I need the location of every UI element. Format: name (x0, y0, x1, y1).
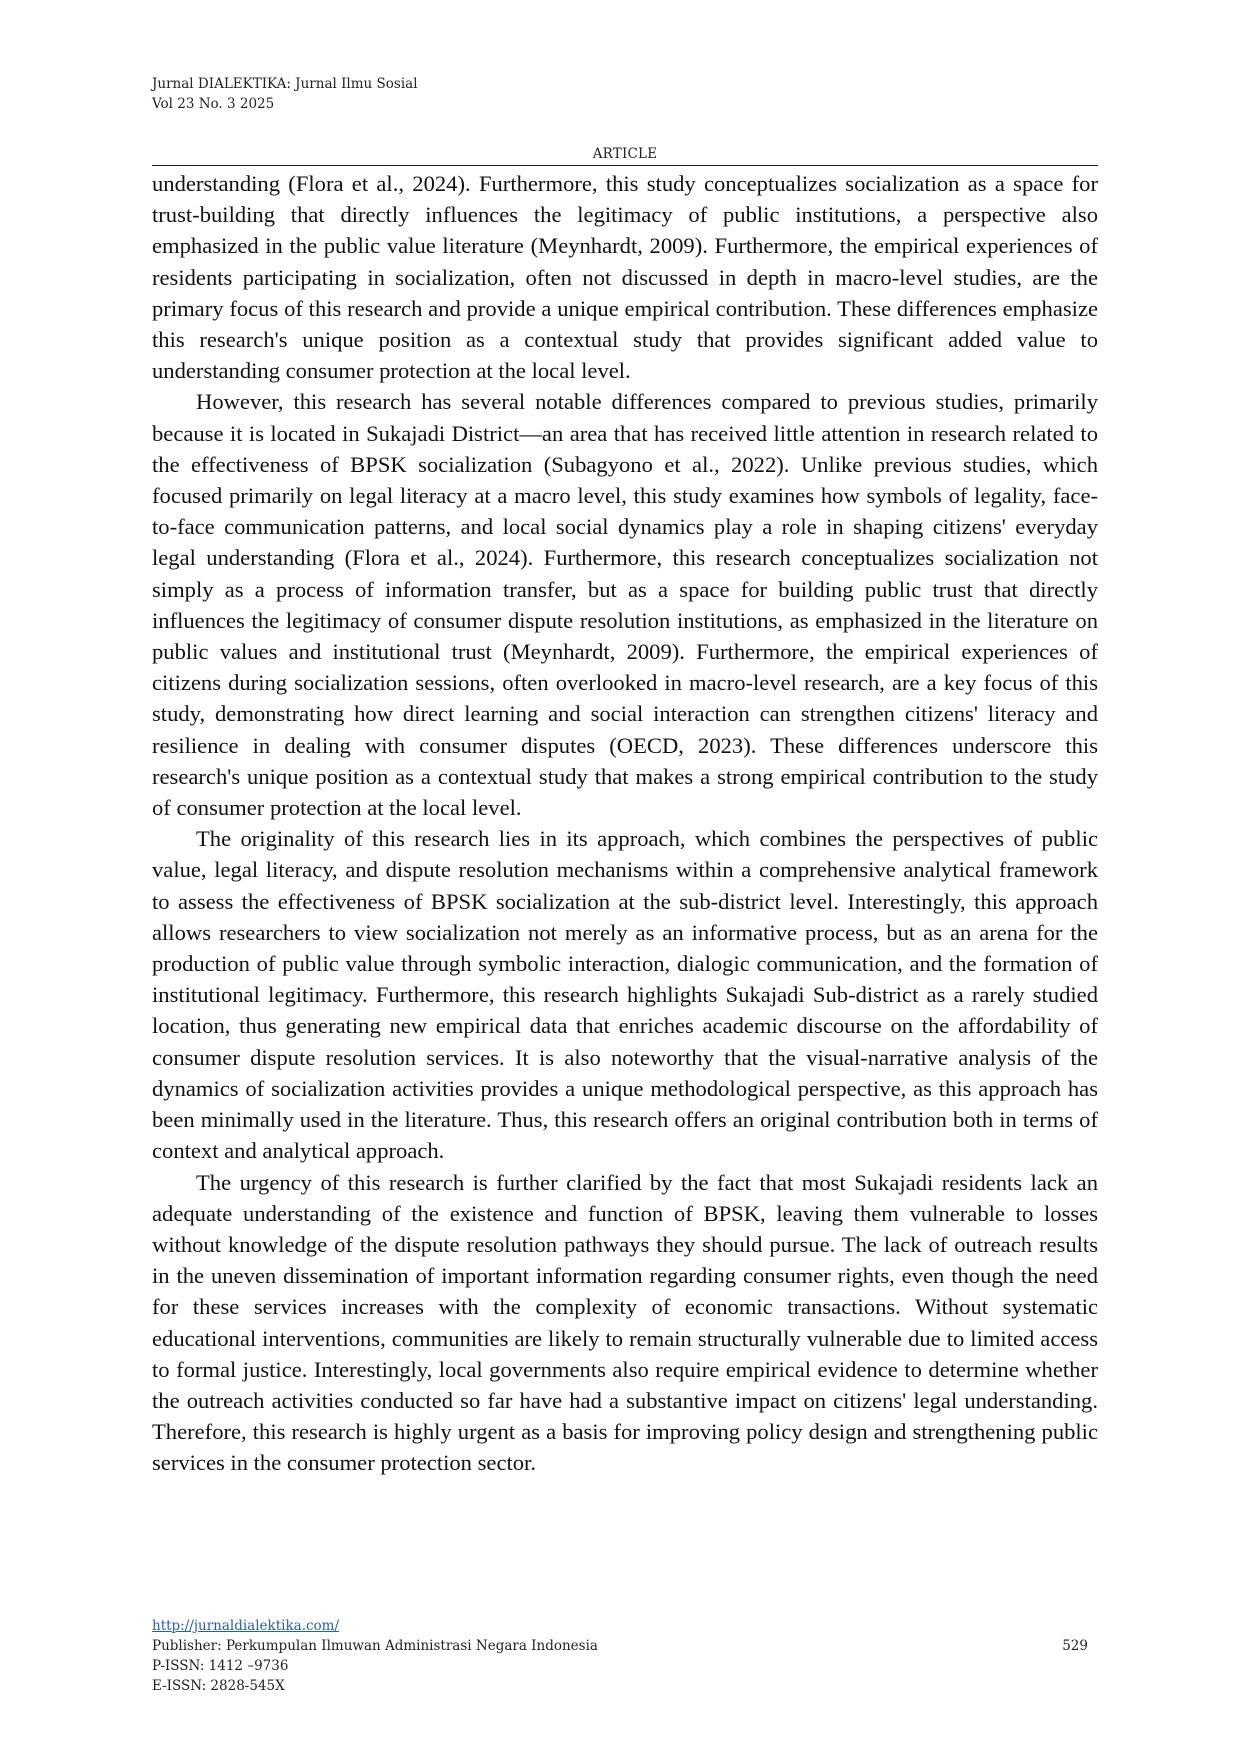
page-footer (152, 1616, 1098, 1696)
journal-name: Jurnal DIALEKTIKA: Jurnal Ilmu Sosial (152, 76, 418, 92)
header-divider (152, 165, 1098, 166)
journal-url-link[interactable]: http://jurnaldialektika.com/ (152, 1618, 340, 1634)
paragraph-originality: The originality of this research lies in its approach, which combines the perspectives of public value, legal literacy, and dispute resolution mechanisms within a comprehensive analytical framework to assess the effectiveness of BPSK socialization at the sub-district level. Interestingly, this approach allows researchers to view socialization not merely as an informative process, but as an arena for the production of public value through symbolic interaction, dialogic communication, and the formation of institutional legitimacy. Furthermore, this research highlights Sukajadi Sub-district as a rarely studied location, thus generating new empirical data that enriches academic discourse on the affordability of consumer dispute resolution services. It is also noteworthy that the visual-narrative analysis of the dynamics of socialization activities provides a unique methodological perspective, as this approach has been minimally used in the literature. Thus, this research offers an original contribution both in terms of context and analytical approach. (152, 826, 1098, 1164)
page-number: 529 (1062, 1638, 1088, 1654)
article-body (152, 168, 1098, 1479)
paragraph-differences: However, this research has several notable differences compared to previous studies, primarily because it is located in Sukajadi District—an area that has received little attention in research related to the effectiveness of BPSK socialization (Subagyono et al., 2022). Unlike previous studies, which focused primarily on legal literacy at a macro level, this study examines how symbols of legality, face-to-face communication patterns, and local social dynamics play a role in shaping citizens' everyday legal understanding (Flora et al., 2024). Furthermore, this research conceptualizes socialization not simply as a process of information transfer, but as a space for building public trust that directly influences the legitimacy of consumer dispute resolution institutions, as emphasized in the literature on public values and institutional trust (Meynhardt, 2009). Furthermore, the empirical experiences of citizens during socialization sessions, often overlooked in macro-level research, are a key focus of this study, demonstrating how direct learning and social interaction can strengthen citizens' literacy and resilience in dealing with consumer disputes (OECD, 2023). These differences underscore this research's unique position as a contextual study that makes a strong empirical contribution to the study of consumer protection at the local level. (152, 389, 1098, 821)
p-issn: P-ISSN: 1412 –9736 (152, 1658, 289, 1674)
section-label: ARTICLE (592, 146, 658, 162)
paragraph-continued: understanding (Flora et al., 2024). Furthermore, this study conceptualizes socialization as a space for trust-building that directly influences the legitimacy of public institutions, a perspective also emphasized in the public value literature (Meynhardt, 2009). Furthermore, the empirical experiences of residents participating in socialization, often not discussed in depth in macro-level studies, are the primary focus of this research and provide a unique empirical contribution. These differences emphasize this research's unique position as a contextual study that provides significant added value to understanding consumer protection at the local level. (152, 171, 1098, 384)
running-header (152, 74, 418, 114)
paragraph-urgency: The urgency of this research is further clarified by the fact that most Sukajadi residents lack an adequate understanding of the existence and function of BPSK, leaving them vulnerable to losses without knowledge of the dispute resolution pathways they should pursue. The lack of outreach results in the uneven dissemination of important information regarding consumer rights, even though the need for these services increases with the complexity of economic transactions. Without systematic educational interventions, communities are likely to remain structurally vulnerable due to limited access to formal justice. Interestingly, local governments also require empirical evidence to determine whether the outreach activities conducted so far have had a substantive impact on citizens' legal understanding. Therefore, this research is highly urgent as a basis for improving policy design and strengthening public services in the consumer protection sector. (152, 1169, 1098, 1476)
journal-volume: Vol 23 No. 3 2025 (152, 96, 275, 112)
publisher-line: Publisher: Perkumpulan Ilmuwan Administrasi Negara Indonesia (152, 1638, 598, 1654)
e-issn: E-ISSN: 2828-545X (152, 1678, 285, 1694)
journal-page (152, 0, 1098, 1754)
